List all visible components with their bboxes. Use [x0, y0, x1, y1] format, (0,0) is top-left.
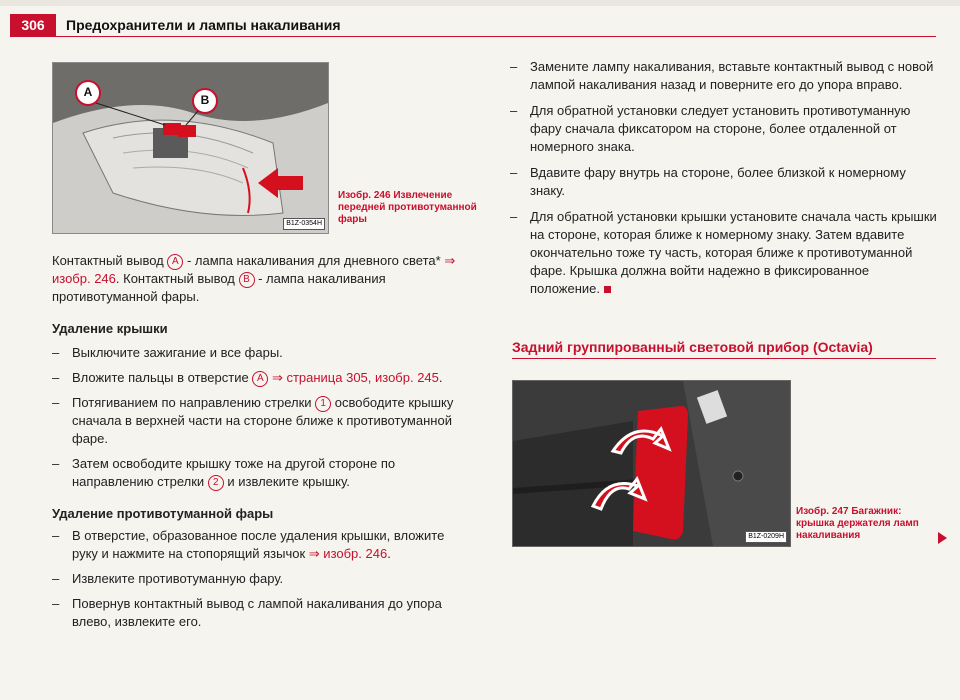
- link-figure-246[interactable]: ⇒ изобр. 246: [52, 253, 456, 286]
- list-item: – Выключите зажигание и все фары.: [52, 344, 472, 362]
- page-title: Предохранители и лампы накаливания: [66, 17, 341, 33]
- item-text: Вложите пальцы в отверстие: [72, 370, 253, 385]
- figure-247-caption: [796, 506, 936, 542]
- list-item: [52, 527, 472, 563]
- section-end-icon: [604, 286, 611, 293]
- caption-text: Багажник: крышка держателя ламп накаливания: [796, 506, 919, 541]
- item-text: .: [438, 370, 443, 385]
- caption-text: Извлечение передней противотуманной фары: [338, 190, 477, 225]
- trunk-illustration: [513, 381, 790, 546]
- figure-246-caption: [338, 190, 478, 226]
- page-top-strip: [0, 0, 960, 6]
- page-header: [10, 14, 936, 37]
- section-heading: Задний группированный световой прибор (Octavia): [512, 338, 936, 359]
- item-text: Для обратной установки крышки установите сначала часть крышки на стороне, которая ближе к номерному знаку. Затем вдавите окончательно тоже ту часть, которая ближе к противотуманной фаре. Крышка должна войти надежно в фиксированное положение.: [530, 209, 937, 296]
- list-item: – Замените лампу накаливания, вставьте контактный вывод с новой лампой накаливания назад и поверните его до упора вправо.: [510, 58, 940, 94]
- list-item: [510, 208, 940, 298]
- item-text: В отверстие, образованное после удаления крышки, вложите руку и нажмите на стопорящий язычок: [72, 528, 445, 561]
- caption-number: Изобр. 247: [796, 506, 849, 517]
- page-number: 306: [10, 14, 56, 36]
- intro-text: - лампа накаливания противотуманной фары.: [52, 271, 386, 304]
- link-figure-246[interactable]: ⇒ изобр. 246: [308, 546, 388, 561]
- intro-text: Контактный вывод: [52, 253, 168, 268]
- intro-text: . Контактный вывод: [115, 271, 239, 286]
- intro-text: - лампа накаливания для дневного света*: [183, 253, 441, 268]
- figure-247-image: [512, 380, 791, 547]
- list-item: [52, 455, 472, 491]
- figure-code: B1Z-0354H: [283, 218, 325, 230]
- list-item: [52, 394, 472, 448]
- circled-a: A: [167, 254, 183, 270]
- list-item: – Извлеките противотуманную фару.: [52, 570, 472, 588]
- heading-remove-cover: Удаление крышки: [52, 321, 168, 336]
- figure-code: B1Z-0209H: [745, 531, 787, 543]
- callout-b-label: B: [200, 93, 210, 107]
- link-page-305[interactable]: ⇒ страница 305, изобр. 245: [268, 370, 439, 385]
- circled-1: 1: [315, 396, 331, 412]
- list-item: – Повернув контактный вывод с лампой накаливания до упора влево, извлеките его.: [52, 595, 472, 631]
- item-text: .: [387, 546, 391, 561]
- item-text: Затем освободите крышку тоже на другой стороне по направлению стрелки: [72, 456, 396, 489]
- fog-lamp-illustration: [53, 63, 328, 233]
- item-text: и извлеките крышку.: [223, 474, 350, 489]
- left-column: [52, 252, 472, 631]
- list-item: – Для обратной установки следует установить противотуманную фару сначала фиксатором на стороне, более отдаленной от номерного знака.: [510, 102, 940, 156]
- callout-a-label: A: [83, 85, 93, 99]
- circled-2: 2: [208, 475, 224, 491]
- item-text: Потягиванием по направлению стрелки: [72, 395, 316, 410]
- heading-remove-fog-lamp: Удаление противотуманной фары: [52, 506, 274, 521]
- caption-number: Изобр. 246: [338, 190, 391, 201]
- list-item: [52, 369, 472, 387]
- right-column: [510, 58, 940, 298]
- list-item: – Вдавите фару внутрь на стороне, более близкой к номерному знаку.: [510, 164, 940, 200]
- circled-b: B: [239, 272, 255, 288]
- item-text: освободите крышку сначала в верхней части на стороне ближе к противотуманной фаре.: [72, 395, 454, 446]
- figure-246-image: [52, 62, 329, 234]
- intro-paragraph: [52, 252, 472, 306]
- circled-a: A: [252, 371, 268, 387]
- next-page-arrow-icon[interactable]: [938, 532, 947, 544]
